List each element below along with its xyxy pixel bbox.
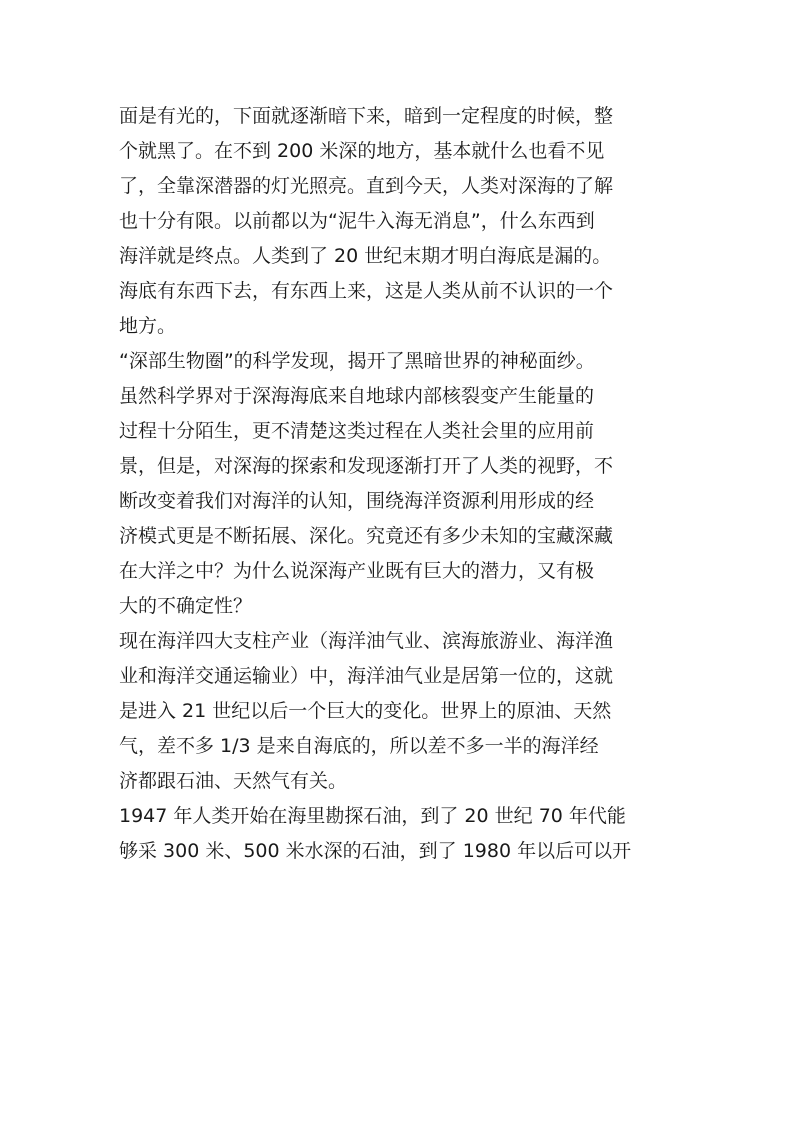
text-line: 是进入 21 世纪以后一个巨大的变化。世界上的原油、天然 [119,700,612,722]
text-line: 1947 年人类开始在海里勘探石油，到了 20 世纪 70 年代能 [119,805,626,827]
text-line: 业和海洋交通运输业）中，海洋油气业是居第一位的，这就 [119,665,614,687]
text-line: 在大洋之中？为什么说深海产业既有巨大的潜力，又有极 [119,560,595,582]
text-line: 了，全靠深潜器的灯光照亮。直到今天，人类对深海的了解 [119,175,614,197]
paragraph-shallow-sea [119,99,679,344]
text-line: “深部生物圈”的科学发现，揭开了黑暗世界的神秘面纱。 [119,350,595,372]
body-text [119,99,679,869]
text-line: 面是有光的，下面就逐渐暗下来，暗到一定程度的时候，整 [119,105,614,127]
text-line: 够采 300 米、500 米水深的石油，到了 1980 年以后可以开 [119,840,632,862]
paragraph-ocean-industries [119,624,679,799]
text-line: 也十分有限。以前都以为“泥牛入海无消息”，什么东西到 [119,210,595,232]
paragraph-oil-exploration [119,799,679,869]
text-line: 济都跟石油、天然气有关。 [119,770,348,792]
paragraph-deep-biosphere [119,344,679,624]
text-line: 断改变着我们对海洋的认知，围绕海洋资源利用形成的经 [119,490,595,512]
text-line: 海洋就是终点。人类到了 20 世纪末期才明白海底是漏的。 [119,245,612,267]
text-line: 海底有东西下去，有东西上来，这是人类从前不认识的一个 [119,280,614,302]
text-line: 过程十分陌生，更不清楚这类过程在人类社会里的应用前 [119,420,595,442]
text-line: 济模式更是不断拓展、深化。究竟还有多少未知的宝藏深藏 [119,525,614,547]
text-line: 现在海洋四大支柱产业（海洋油气业、滨海旅游业、海洋渔 [119,630,614,652]
text-line: 大的不确定性？ [119,595,253,617]
text-line: 虽然科学界对于深海海底来自地球内部核裂变产生能量的 [119,385,595,407]
text-line: 个就黑了。在不到 200 米深的地方，基本就什么也看不见 [119,140,605,162]
text-line: 景，但是，对深海的探索和发现逐渐打开了人类的视野，不 [119,455,614,477]
text-line: 气，差不多 1/3 是来自海底的，所以差不多一半的海洋经 [119,735,599,757]
text-line: 地方。 [119,315,177,337]
